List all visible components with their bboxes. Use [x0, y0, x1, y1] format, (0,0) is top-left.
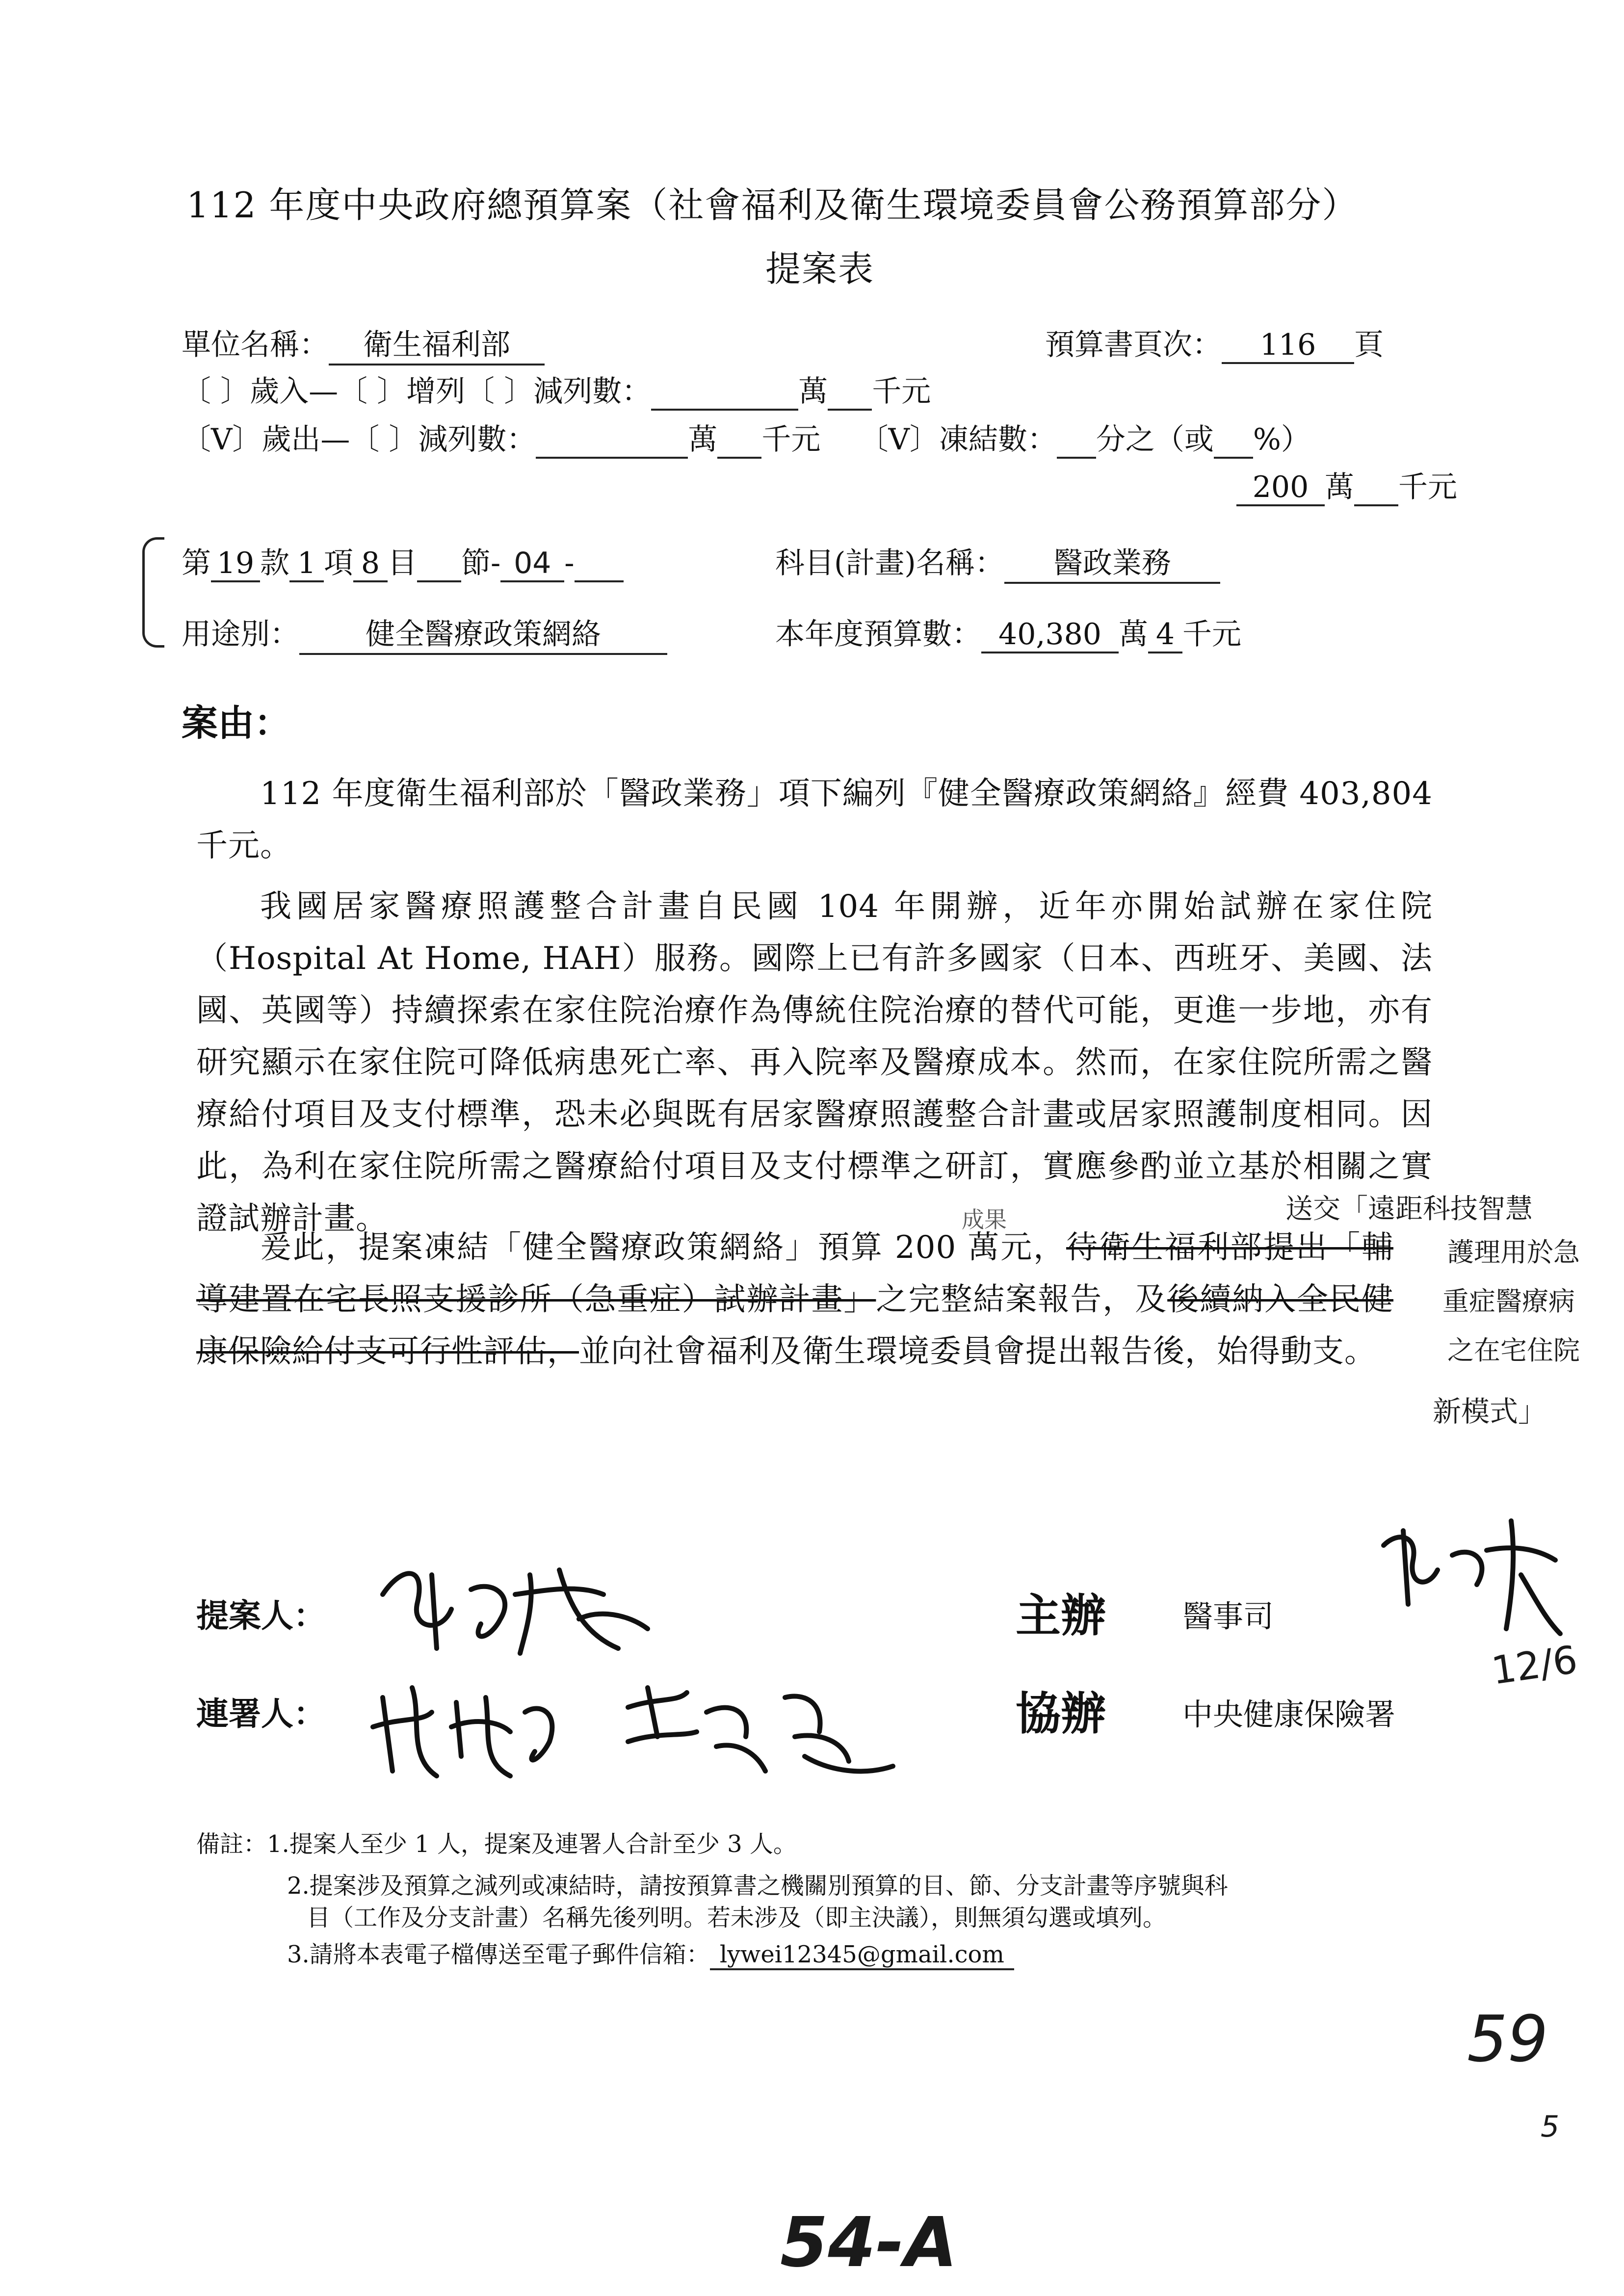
notes-prefix: 備註：	[196, 1830, 267, 1858]
handwritten-insert-4: 之在宅住院	[1447, 1335, 1580, 1366]
document-title: 112 年度中央政府總預算案（社會福利及衛生環境委員會公務預算部分）	[186, 184, 1359, 226]
freeze-fraction: 分之	[1096, 422, 1155, 457]
page-ref-suffix: 頁	[1354, 328, 1384, 362]
kuan-value: 19	[211, 546, 260, 582]
unit-value: 衛生福利部	[329, 321, 545, 365]
freeze-pct-open: （或	[1154, 422, 1214, 457]
expense-row	[182, 416, 1310, 459]
lead-agency-value: 醫事司	[1182, 1598, 1274, 1634]
current-budget-row: 本年度預算數： 40,380 萬 4 千元	[775, 611, 1241, 653]
subject-value: 醫政業務	[1004, 540, 1220, 584]
expense-qian: 千元	[761, 422, 821, 457]
freeze-amount-row	[1236, 464, 1457, 506]
note-2a: 2.提案涉及預算之減列或凍結時，請按預算書之機關別預算的目、節、分支計畫等序號與科	[287, 1872, 1228, 1900]
notes-block	[196, 1825, 797, 1859]
unit-label: 單位名稱：	[182, 328, 329, 362]
note-1: 1.提案人至少 1 人，提案及連署人合計至少 3 人。	[267, 1830, 797, 1858]
page-mark-handwritten: 5	[1541, 2110, 1560, 2144]
handwritten-insert-2: 護理用於急	[1447, 1237, 1580, 1268]
revenue-label: 〔 〕歲入—〔 〕增列〔 〕減列數：	[182, 374, 652, 409]
subject-row	[775, 540, 1220, 584]
cosigner-signatures	[363, 1658, 952, 1796]
budget-label: 本年度預算數：	[775, 617, 981, 652]
contact-email: lywei12345@gmail.com	[710, 1941, 1014, 1970]
co-agency-label: 協辦	[1016, 1687, 1106, 1740]
paragraph-3: 爰此，提案凍結「健全醫療政策網絡」預算 200 萬元，待衛生福利部提出「輔導建置在宅長照支援診所（急重症）試辦計畫」之完整結案報告，及後續納入全民健康保險給付支可行性評估，並向社會福利及衛生環境委員會提出報告後，始得動支。	[196, 1229, 1394, 1370]
revenue-row	[182, 368, 931, 411]
mu-value: 8	[353, 546, 388, 582]
paragraph-1: 112 年度衛生福利部於「醫政業務」項下編列『健全醫療政策網絡』經費 403,804 千元。	[196, 776, 1433, 864]
revenue-qian: 千元	[872, 374, 931, 409]
xiang-value: 1	[289, 546, 324, 582]
handwritten-insert-5: 新模式」	[1433, 1395, 1547, 1428]
budget-item-row: 第 19 款 1 項 8 目 節- 04 -	[182, 540, 624, 582]
revenue-amount-blank	[651, 374, 798, 411]
struck-text-2: 後續納入全民健康保險給付支可行性評估，	[196, 1281, 1394, 1370]
handwritten-date: 12/6	[1489, 1638, 1580, 1694]
freeze-label: 〔V〕凍結數：	[859, 422, 1057, 457]
freeze-qian: 千元	[1398, 470, 1457, 504]
freeze-pct-close: %）	[1253, 422, 1310, 457]
cosigner-label: 連署人：	[196, 1695, 326, 1733]
proposer-label: 提案人：	[196, 1596, 326, 1635]
subject-label: 科目(計畫)名稱：	[775, 546, 1004, 580]
revenue-wan: 萬	[798, 374, 828, 409]
note-2b: 目（工作及分支計畫）名稱先後列明。若未涉及（即主決議），則無須勾選或填列。	[307, 1904, 1167, 1931]
expense-qian-blank	[717, 422, 761, 459]
paragraph-2: 我國居家醫療照護整合計畫自民國 104 年開辦，近年亦開始試辦在家住院（Hospital At Home, HAH）服務。國際上已有許多國家（日本、西班牙、美國、法國、英國等）持續探索在家住院治療作為傳統住院治療的替代可能，更進一步地，亦有研究顯示在家住院可降低病患死亡率、再入院率及醫療成本。然而，在家住院所需之醫療給付項目及支付標準，恐未必與既有居家醫療照護整合計畫或居家照護制度相同。因此，為利在家住院所需之醫療給付項目及支付標準之研訂，實應參酌並立基於相關之實證試辦計畫。	[196, 888, 1433, 1237]
footer-code: 54-A	[780, 2203, 958, 2283]
revenue-qian-blank	[828, 374, 872, 411]
usage-value: 健全醫療政策網絡	[299, 611, 667, 655]
handwritten-note-result: 成果	[962, 1206, 1007, 1233]
budget-wan-value: 40,380	[981, 617, 1119, 653]
reason-heading: 案由：	[182, 702, 290, 744]
usage-label: 用途別：	[182, 617, 299, 652]
page-ref-value: 116	[1222, 328, 1354, 364]
co-agency-value: 中央健康保險署	[1182, 1696, 1396, 1732]
freeze-wan: 萬	[1325, 470, 1354, 504]
handwritten-insert-1: 送交「遠距科技智慧	[1285, 1193, 1533, 1225]
usage-row	[182, 611, 667, 655]
unit-name-row	[182, 321, 545, 365]
document-subtitle: 提案表	[765, 248, 875, 289]
expense-amount-blank	[536, 422, 688, 459]
page-ref-row	[1045, 321, 1384, 364]
lead-agency-label: 主辦	[1016, 1589, 1106, 1642]
page-number-handwritten: 59	[1467, 2002, 1548, 2076]
struck-text-1: 待衛生福利部提出「輔導建置在宅長照支援診所（急重症）試辦計畫」	[196, 1229, 1393, 1318]
handwritten-insert-3: 重症醫療病	[1442, 1286, 1575, 1317]
page-ref-label: 預算書頁次：	[1045, 328, 1222, 362]
budget-qian-value: 4	[1148, 617, 1182, 653]
note-3: 3.請將本表電子檔傳送至電子郵件信箱： lywei12345@gmail.com	[287, 1935, 1014, 1969]
proposer-signature	[373, 1536, 667, 1663]
expense-wan: 萬	[688, 422, 718, 457]
item-bracket	[142, 537, 164, 648]
expense-label: 〔V〕歲出—〔 〕減列數：	[182, 422, 536, 457]
jie-value: 04	[500, 546, 564, 582]
freeze-amount: 200	[1236, 470, 1325, 506]
